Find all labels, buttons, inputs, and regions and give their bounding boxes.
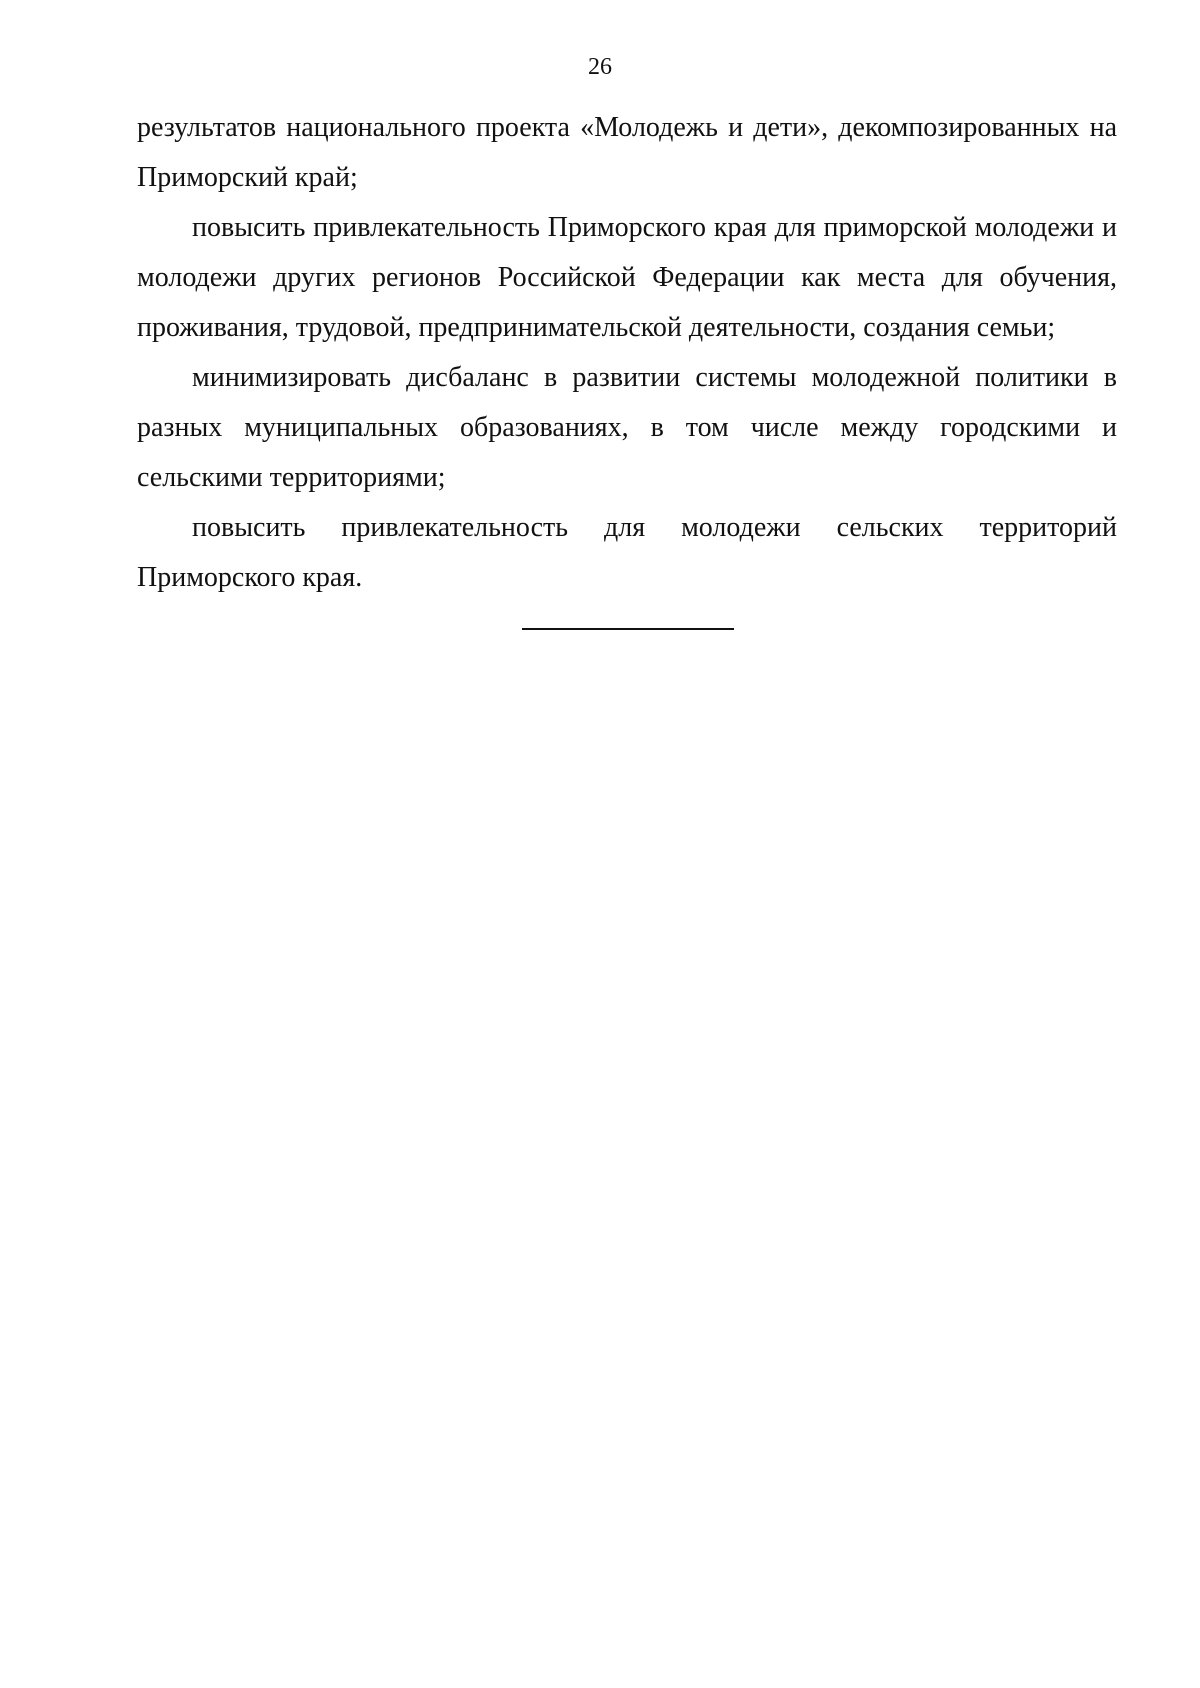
paragraph-1: результатов национального проекта «Молодежь и дети», декомпозированных на Приморский край; bbox=[137, 112, 1117, 193]
paragraph-2: повысить привлекательность Приморского края для приморской молодежи и молодежи других регионов Российской Федерации как места для обучения, проживания, трудовой, предпринимательской деятельности, создания семьи; bbox=[137, 212, 1117, 343]
paragraph-4: повысить привлекательность для молодежи сельских территорий Приморского края. bbox=[137, 512, 1117, 593]
page-number: 26 bbox=[588, 54, 612, 80]
paragraph-3: минимизировать дисбаланс в развитии системы молодежной политики в разных муниципальных образованиях, в том числе между городскими и сельскими территориями; bbox=[137, 362, 1117, 493]
end-divider-line bbox=[522, 628, 734, 630]
document-body bbox=[137, 103, 1117, 603]
